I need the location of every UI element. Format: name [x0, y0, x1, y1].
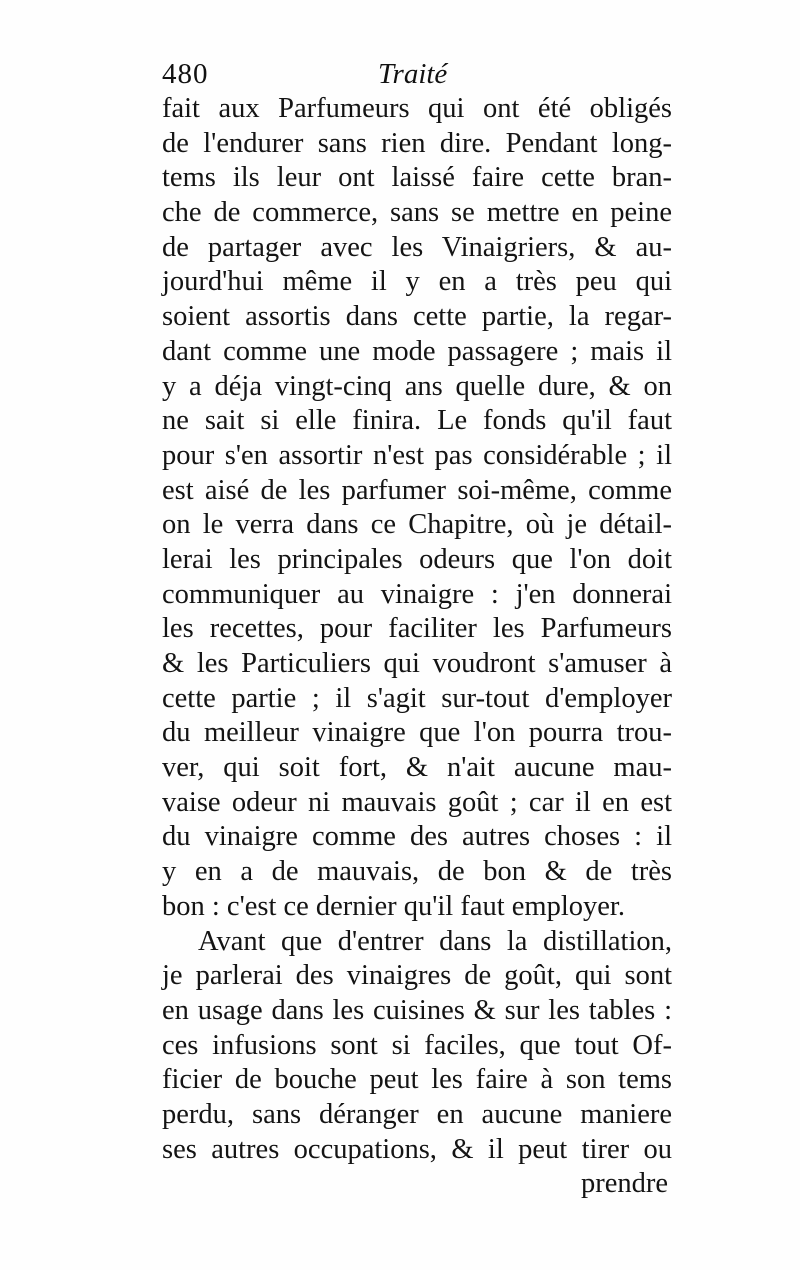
text-line: che de commerce, sans se mettre en peine — [162, 197, 672, 229]
text-line: perdu, sans déranger en aucune maniere — [162, 1098, 672, 1130]
text-line: du meilleur vinaigre que l'on pourra trou- — [162, 717, 672, 749]
text-line: vaise odeur ni mauvais goût ; car il en est — [162, 786, 672, 818]
paragraph-start-line: Avant que d'entrer dans la distillation, — [198, 925, 672, 957]
text-line: du vinaigre comme des autres choses : il — [162, 821, 672, 853]
paragraph-end-line: bon : c'est ce dernier qu'il faut employer. — [162, 890, 625, 922]
text-line: cette partie ; il s'agit sur-tout d'employer — [162, 682, 672, 714]
text-line: de l'endurer sans rien dire. Pendant long- — [162, 127, 672, 159]
text-line: jourd'hui même il y en a très peu qui — [162, 266, 672, 298]
text-line: dant comme une mode passagere ; mais il — [162, 335, 672, 367]
running-title: Traité — [378, 58, 448, 90]
text-line: communiquer au vinaigre : j'en donnerai — [162, 578, 672, 610]
text-line: y a déja vingt-cinq ans quelle dure, & on — [162, 370, 672, 402]
text-line: ses autres occupations, & il peut tirer ou — [162, 1133, 672, 1165]
text-line: on le verra dans ce Chapitre, où je détail- — [162, 509, 672, 541]
text-line: les recettes, pour faciliter les Parfumeurs — [162, 613, 672, 645]
text-line: lerai les principales odeurs que l'on doit — [162, 543, 672, 575]
text-line: y en a de mauvais, de bon & de très — [162, 856, 672, 888]
text-line: tems ils leur ont laissé faire cette bran- — [162, 162, 672, 194]
catchword: prendre — [580, 1168, 668, 1200]
text-line: de partager avec les Vinaigriers, & au- — [162, 231, 672, 263]
text-line: soient assortis dans cette partie, la regar- — [162, 301, 672, 333]
body-text — [162, 92, 672, 1202]
text-line: ces infusions sont si faciles, que tout Of- — [162, 1029, 672, 1061]
text-line: ver, qui soit fort, & n'ait aucune mau- — [162, 752, 672, 784]
text-line: est aisé de les parfumer soi-même, comme — [162, 474, 672, 506]
text-line: je parlerai des vinaigres de goût, qui sont — [162, 960, 672, 992]
text-line: & les Particuliers qui voudront s'amuser à — [162, 648, 672, 679]
text-line: ne sait si elle finira. Le fonds qu'il faut — [162, 405, 672, 437]
text-line: ficier de bouche peut les faire à son tems — [162, 1064, 672, 1096]
text-line: pour s'en assortir n'est pas considérable ; il — [162, 439, 672, 471]
text-line: en usage dans les cuisines & sur les tables : — [162, 994, 672, 1026]
page-number: 480 — [162, 58, 209, 90]
text-line: fait aux Parfumeurs qui ont été obligés — [162, 93, 672, 124]
